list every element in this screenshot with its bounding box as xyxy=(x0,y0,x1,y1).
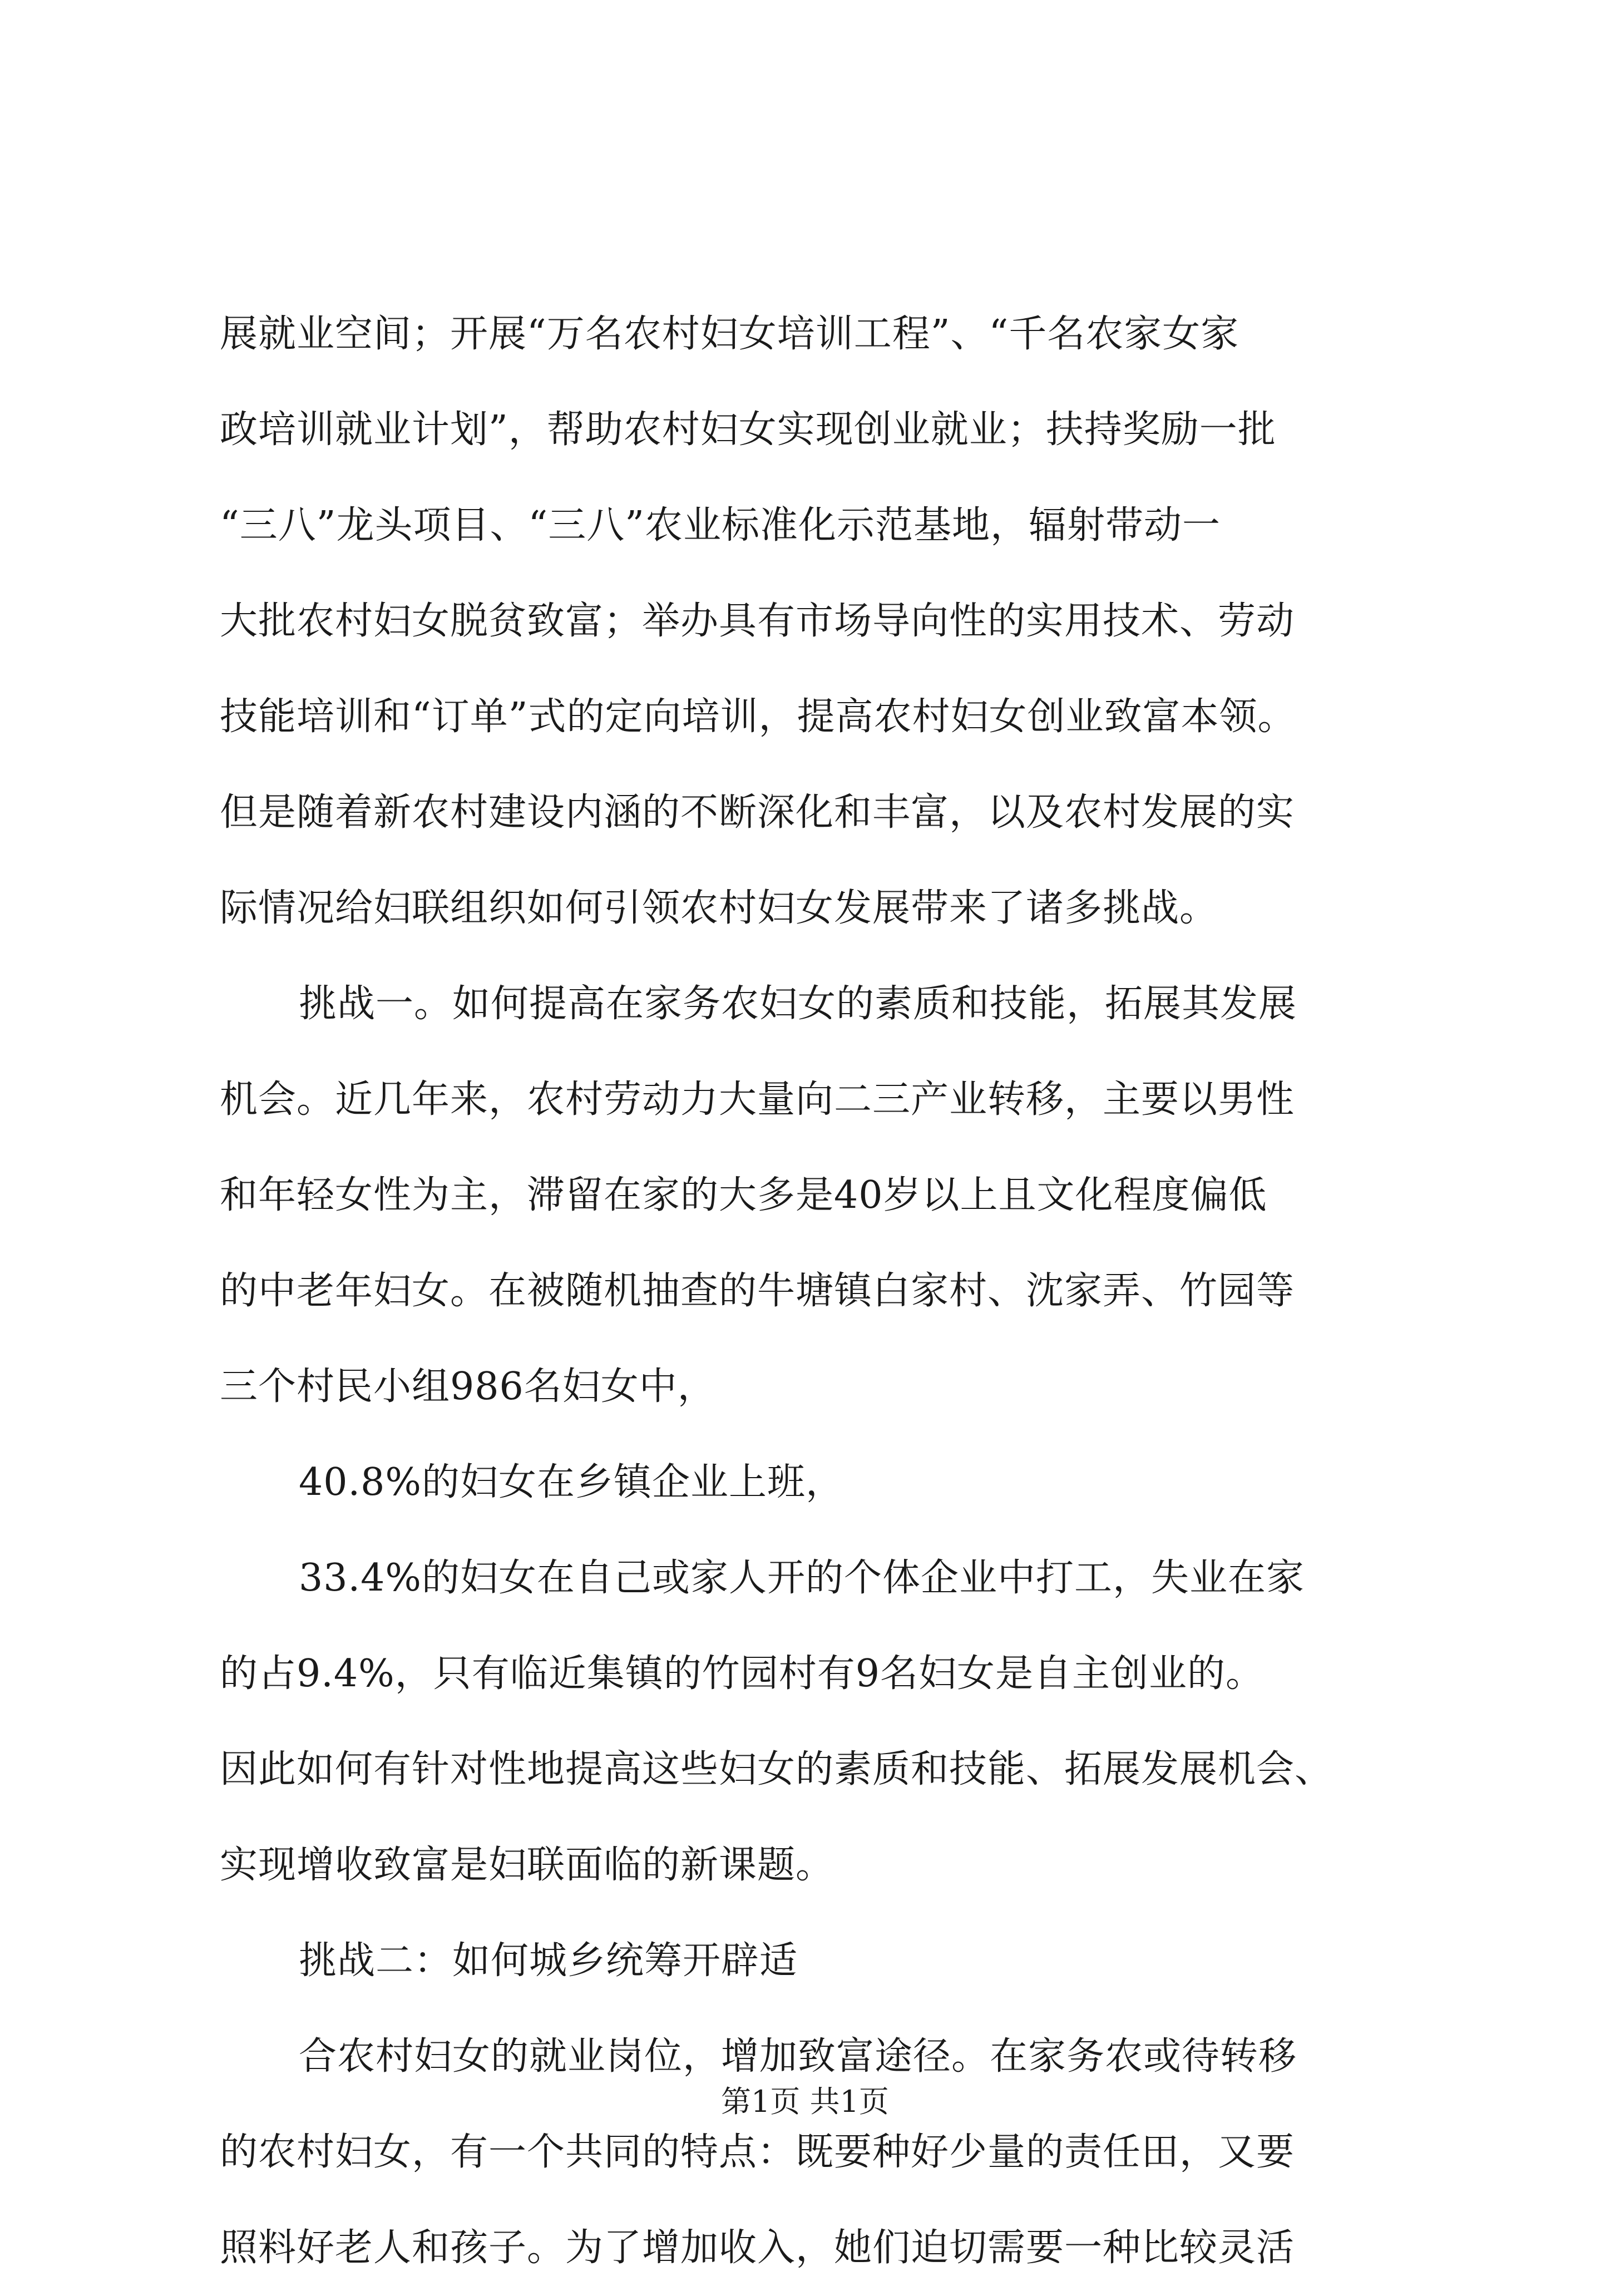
text-line: 实现增收致富是妇联面临的新课题。 xyxy=(220,1843,834,1887)
text-line: “三八”龙头项目、“三八”农业标准化示范基地，辐射带动一 xyxy=(220,503,1221,547)
text-line: 的中老年妇女。在被随机抽查的牛塘镇白家村、沈家弄、竹园等 xyxy=(220,1269,1295,1313)
page-footer: 第1页 共1页 xyxy=(721,2084,889,2119)
text-line: 机会。近几年来，农村劳动力大量向二三产业转移，主要以男性 xyxy=(220,1078,1295,1122)
text-line: 展就业空间；开展“万名农村妇女培训工程”、“千名农家女家 xyxy=(220,312,1239,356)
text-line: 际情况给妇联组织如何引领农村妇女发展带来了诸多挑战。 xyxy=(220,886,1218,930)
paragraph-start-line: 合农村妇女的就业岗位，增加致富途径。在家务农或待转移 xyxy=(299,2035,1297,2078)
paragraph-start-line: 33.4%的妇女在自己或家人开的个体企业中打工，失业在家 xyxy=(299,1556,1305,1600)
text-line: 三个村民小组986名妇女中， xyxy=(220,1365,716,1409)
text-line: 技能培训和“订单”式的定向培训，提高农村妇女创业致富本领。 xyxy=(220,695,1296,739)
paragraph-start-line: 挑战二：如何城乡统筹开辟适 xyxy=(299,1939,798,1983)
text-line: 政培训就业计划”，帮助农村妇女实现创业就业；扶持奖励一批 xyxy=(220,408,1276,452)
text-line: 和年轻女性为主，滞留在家的大多是40岁以上且文化程度偏低 xyxy=(220,1173,1267,1217)
paragraph-start-line: 40.8%的妇女在乡镇企业上班， xyxy=(299,1460,844,1504)
text-line: 的占9.4%，只有临近集镇的竹园村有9名妇女是自主创业的。 xyxy=(220,1652,1265,1696)
text-line: 因此如何有针对性地提高这些妇女的素质和技能、拓展发展机会、 xyxy=(220,1747,1334,1791)
text-line: 照料好老人和孩子。为了增加收入，她们迫切需要一种比较灵活 xyxy=(220,2226,1295,2270)
paragraph-start-line: 挑战一。如何提高在家务农妇女的素质和技能，拓展其发展 xyxy=(299,982,1297,1026)
text-line: 的农村妇女，有一个共同的特点：既要种好少量的责任田，又要 xyxy=(220,2130,1295,2174)
text-line: 大批农村妇女脱贫致富；举办具有市场导向性的实用技术、劳动 xyxy=(220,599,1295,643)
document-body xyxy=(220,287,1433,2296)
text-line: 但是随着新农村建设内涵的不断深化和丰富，以及农村发展的实 xyxy=(220,791,1295,835)
